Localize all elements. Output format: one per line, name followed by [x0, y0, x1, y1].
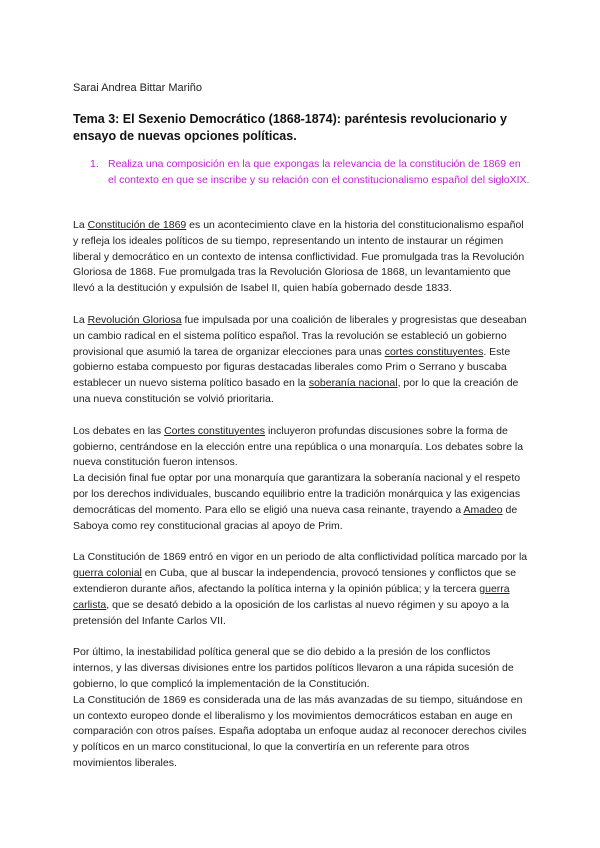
paragraph-2 — [73, 313, 531, 408]
document-title: Tema 3: El Sexenio Democrático (1868-1874): paréntesis revolucionario y ensayo de nuevas opciones políticas. — [73, 112, 507, 143]
text-run: en Cuba, que al buscar la independencia, provocó tensiones y conflictos que se extendieron durante años, afectando la política interna y la opinión pública; y la tercera — [73, 567, 517, 595]
question-item — [90, 157, 530, 188]
link-revolucion-gloriosa[interactable]: Revolución Gloriosa — [87, 313, 182, 326]
link-constitucion-1869[interactable]: Constitución de 1869 — [87, 219, 187, 231]
paragraph-7: La Constitución de 1869 es considerada una de las más avanzadas de su tiempo, situándose en un contexto europeo donde el liberalismo y los movimientos democráticos estaban en auge en comparación con otros países. España adoptaba un enfoque audaz al reconocer derechos civiles y políticos en un marco constitucional, lo que la convertiría en un referente para otros movimientos liberales. — [73, 693, 527, 769]
paragraph-5 — [73, 550, 531, 629]
question-number: 1. — [90, 158, 99, 170]
paragraph-3 — [73, 424, 531, 471]
text-run: La decisión final fue optar por una monarquía que garantizara la soberanía nacional y el respeto por los derechos individuales, buscando equilibrio entre la tradición monárquica y las exigencias democráticas del momento. Para ello se eligió una nueva casa reinante, trayendo a — [73, 472, 521, 516]
link-soberania-nacional[interactable]: soberanía nacional — [308, 377, 398, 390]
text-run: es un acontecimiento clave en la historia del constitucionalismo español y refleja los ideales políticos de su tiempo, representando un intento de instaurar un régimen liberal y democrático en un contexto de intensa conflictividad. Fue promulgada tras la Revolución Gloriosa de 1868. Fue promulgada tras la Revolución Gloriosa de 1868, un levantamiento que llevó a la destitución y expulsión de Isabel II, quien había gobernado desde 1833. — [73, 219, 525, 295]
link-cortes-constituyentes[interactable]: cortes constituyentes — [384, 345, 484, 358]
text-run: La — [73, 313, 88, 326]
text-run: de Saboya como rey constitucional gracias al apoyo de Prim. — [73, 503, 518, 532]
text-run: . Este gobierno estaba compuesto por figuras destacadas liberales como Prim o Serrano y buscaba establecer un nuevo sistema político basado en la — [73, 345, 511, 390]
text-run: incluyeron profundas discusiones sobre la forma de gobierno, centrándose en la elección entre una república o una monarquía. Los debates sobre la nueva constitución fueron intensos. — [73, 424, 524, 469]
essay-body — [73, 218, 531, 788]
question-text: Realiza una composición en la que expongas la relevancia de la constitución de 1869 en el contexto en que se inscribe y su relación con el constitucionalismo español del sigloXIX. — [108, 158, 530, 186]
paragraph-4 — [73, 471, 531, 534]
text-run: La Constitución de 1869 entró en vigor en un periodo de alta conflictividad política marcado por la — [73, 551, 528, 564]
author-name: Sarai Andrea Bittar Mariño — [73, 82, 203, 94]
text-run: , que se desató debido a la oposición de los carlistas al nuevo régimen y su apoyo a la pretensión del Infante Carlos VII. — [73, 598, 510, 627]
text-run: , por lo que la creación de una nueva constitución se volvió prioritaria. — [73, 377, 519, 405]
paragraph-1 — [73, 218, 531, 297]
paragraph-6: Por último, la inestabilidad política general que se dio debido a la presión de los conflictos internos, y las diversas divisiones entre los partidos políticos llevaron a una rápida sucesión de gobierno, lo que complicó la implementación de la Constitución. — [73, 646, 514, 690]
text-run: fue impulsada por una coalición de liberales y progresistas que deseaban un cambio radical en el sistema político español. Tras la revolución se estableció un gobierno provisional que asumió la tarea de organizar elecciones para unas — [73, 313, 527, 358]
link-amadeo[interactable]: Amadeo — [463, 503, 503, 516]
link-guerra-carlista[interactable]: guerra carlista — [73, 582, 510, 611]
text-run: La — [73, 219, 88, 231]
text-run: Los debates en las — [73, 424, 165, 437]
link-guerra-colonial[interactable]: guerra colonial — [73, 567, 142, 580]
link-cortes-constituyentes-2[interactable]: Cortes constituyentes — [164, 424, 266, 437]
